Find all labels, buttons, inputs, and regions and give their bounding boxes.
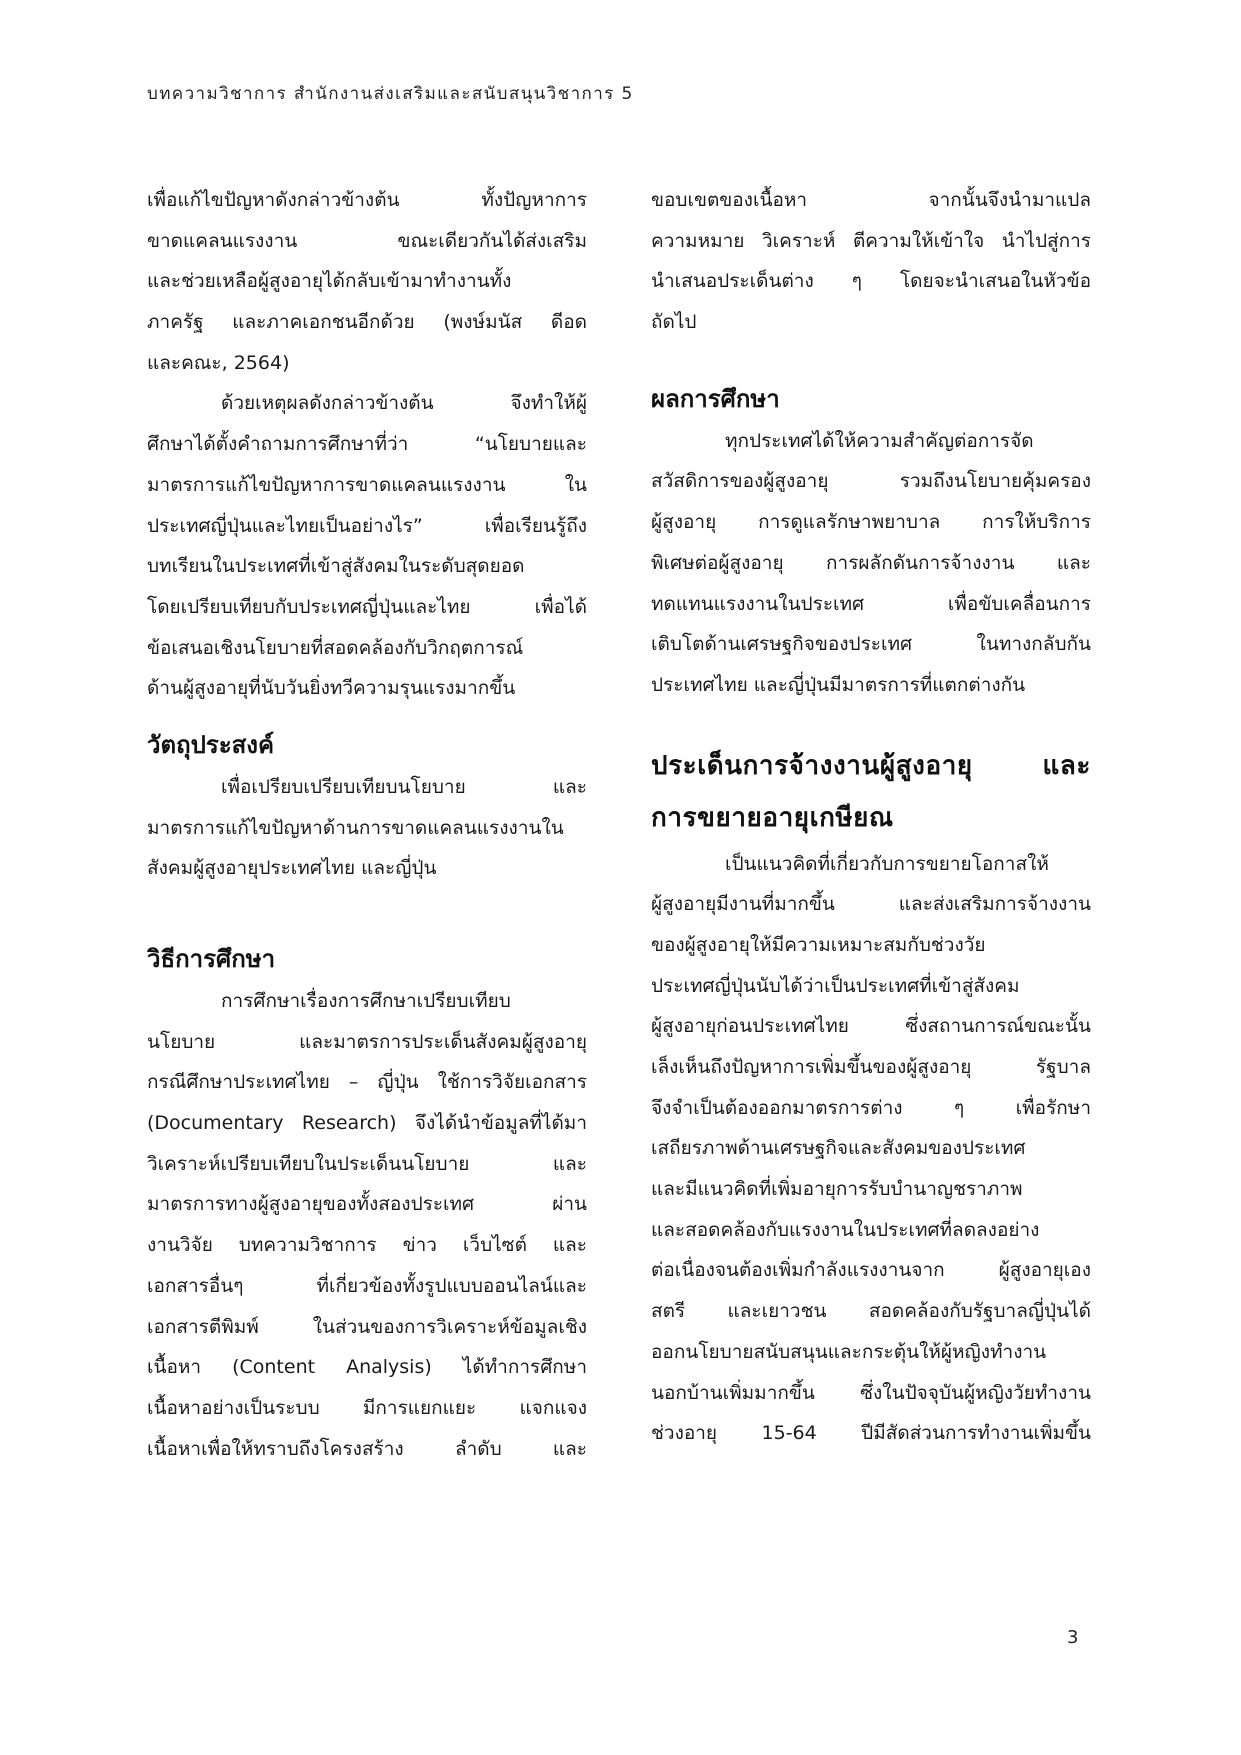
- text-line: ด้วยเหตุผลดังกล่าวข้างต้น จึงทำให้ผู้: [221, 392, 587, 415]
- methods-continued-paragraph: [651, 180, 1091, 343]
- text-line: ขอบเขตของเนื้อหา จากนั้นจึงนำมาแปล: [651, 189, 1091, 211]
- text-line: งานวิจัย บทความวิชาการ ข่าว เว็บไซต์ และ: [147, 1234, 587, 1257]
- text-line: ศึกษาได้ตั้งคำถามการศึกษาที่ว่า “นโยบายและ: [147, 433, 587, 456]
- section-heading-objectives: วัตถุประสงค์: [147, 730, 275, 759]
- text-line: วิเคราะห์เปรียบเทียบในประเด็นนโยบาย และ: [147, 1152, 587, 1175]
- section-heading-employment: [651, 740, 1091, 844]
- text-line: นโยบาย และมาตรการประเด็นสังคมผู้สูงอายุ: [147, 1030, 587, 1053]
- left-column: [147, 180, 587, 1469]
- text-line: ข้อเสนอเชิงนโยบายที่สอดคล้องกับวิกฤตการณ์: [147, 636, 524, 659]
- text-line: เพื่อเปรียบเปรียบเทียบนโยบาย และ: [221, 775, 587, 798]
- text-line: ของผู้สูงอายุให้มีความเหมาะสมกับช่วงวัย: [651, 933, 986, 956]
- text-line: ด้านผู้สูงอายุที่นับวันยิ่งทวีความรุนแรงมากขึ้น: [147, 677, 516, 700]
- text-line: และมีแนวคิดที่เพิ่มอายุการรับบำนาญชราภาพ: [651, 1178, 1023, 1201]
- heading-line: ประเด็นการจ้างงานผู้สูงอายุ และ: [651, 750, 1091, 781]
- text-line: เป็นแนวคิดที่เกี่ยวกับการขยายโอกาสให้: [725, 852, 1049, 875]
- text-line: ช่วงอายุ 15-64 ปีมีสัดส่วนการทำงานเพิ่มขึ้น: [651, 1422, 1091, 1445]
- text-line: จึงจำเป็นต้องออกมาตรการต่าง ๆ เพื่อรักษา: [651, 1096, 1091, 1119]
- text-line: บทเรียนในประเทศที่เข้าสู่สังคมในระดับสุดยอด: [147, 555, 525, 578]
- methods-paragraph: [147, 981, 587, 1469]
- text-line: เติบโตด้านเศรษฐกิจของประเทศ ในทางกลับกัน: [651, 633, 1091, 656]
- text-line: ทดแทนแรงงานในประเทศ เพื่อขับเคลื่อนการ: [651, 592, 1091, 615]
- reason-paragraph: [147, 383, 587, 709]
- text-line: เพื่อแก้ไขปัญหาดังกล่าวข้างต้น ทั้งปัญหาการ: [147, 189, 587, 211]
- text-line: ขาดแคลนแรงงาน ขณะเดียวกันได้ส่งเสริม: [147, 229, 587, 252]
- text-line: ทุกประเทศได้ให้ความสำคัญต่อการจัด: [725, 429, 1034, 452]
- text-line: การศึกษาเรื่องการศึกษาเปรียบเทียบ: [221, 990, 511, 1012]
- results-paragraph: [651, 421, 1091, 706]
- text-line: เอกสารตีพิมพ์ ในส่วนของการวิเคราะห์ข้อมูลเชิง: [147, 1315, 587, 1338]
- text-line: ผู้สูงอายุ การดูแลรักษาพยาบาล การให้บริการ: [651, 511, 1091, 534]
- heading-line: การขยายอายุเกษียณ: [651, 802, 894, 833]
- objectives-paragraph: [147, 767, 587, 889]
- text-line: เอกสารอื่นๆ ที่เกี่ยวข้องทั้งรูปแบบออนไลน์และ: [147, 1274, 587, 1297]
- page-number: 3: [1067, 1627, 1079, 1648]
- text-line: เนื้อหาเพื่อให้ทราบถึงโครงสร้าง ลำดับ และ: [147, 1437, 587, 1460]
- text-line: และช่วยเหลือผู้สูงอายุได้กลับเข้ามาทำงานทั้ง: [147, 270, 512, 293]
- text-line: ผู้สูงอายุก่อนประเทศไทย ซึ่งสถานการณ์ขณะนั้น: [651, 1015, 1091, 1038]
- text-line: และสอดคล้องกับแรงงานในประเทศที่ลดลงอย่าง: [651, 1218, 1040, 1241]
- text-line: (Documentary Research) จึงได้นำข้อมูลที่ได้มา: [147, 1112, 587, 1135]
- text-line: โดยเปรียบเทียบกับประเทศญี่ปุ่นและไทย เพื่อได้: [147, 595, 587, 618]
- employment-paragraph: [651, 844, 1091, 1454]
- text-line: นอกบ้านเพิ่มมากขึ้น ซึ่งในปัจจุบันผู้หญิงวัยทำงาน: [651, 1381, 1091, 1404]
- text-line: ต่อเนื่องจนต้องเพิ่มกำลังแรงงานจาก ผู้สูงอายุเอง: [651, 1259, 1091, 1282]
- text-line: สตรี และเยาวชน สอดคล้องกับรัฐบาลญี่ปุ่นได้: [651, 1300, 1091, 1323]
- text-line: ภาครัฐ และภาคเอกชนอีกด้วย (พงษ์มนัส ดีอด: [147, 311, 587, 334]
- text-line: ความหมาย วิเคราะห์ ตีความให้เข้าใจ นำไปสู่การ: [651, 229, 1091, 252]
- text-line: เนื้อหา (Content Analysis) ได้ทำการศึกษา: [147, 1356, 587, 1379]
- text-line: ออกนโยบายสนับสนุนและกระตุ้นให้ผู้หญิงทำงาน: [651, 1340, 1047, 1363]
- text-line: ประเทศญี่ปุ่นนับได้ว่าเป็นประเทศที่เข้าสู่สังคม: [651, 974, 1020, 997]
- text-line: ประเทศไทย และญี่ปุ่นมีมาตรการที่แตกต่างกัน: [651, 673, 1026, 696]
- right-column: [651, 180, 1091, 1454]
- text-line: พิเศษต่อผู้สูงอายุ การผลักดันการจ้างงาน และ: [651, 551, 1091, 574]
- text-line: ถัดไป: [651, 311, 697, 334]
- text-line: มาตรการแก้ไขปัญหาด้านการขาดแคลนแรงงานใน: [147, 816, 564, 839]
- running-header: บทความวิชาการ สำนักงานส่งเสริมและสนับสนุนวิชาการ 5: [147, 84, 634, 104]
- text-line: มาตรการทางผู้สูงอายุของทั้งสองประเทศ ผ่าน: [147, 1193, 587, 1216]
- text-line: เสถียรภาพด้านเศรษฐกิจและสังคมของประเทศ: [651, 1137, 1026, 1160]
- intro-paragraph: [147, 180, 587, 383]
- text-line: กรณีศึกษาประเทศไทย – ญี่ปุ่น ใช้การวิจัยเอกสาร: [147, 1071, 587, 1094]
- text-line: ผู้สูงอายุมีงานที่มากขึ้น และส่งเสริมการจ้างงาน: [651, 893, 1091, 916]
- text-line: นำเสนอประเด็นต่าง ๆ โดยจะนำเสนอในหัวข้อ: [651, 270, 1091, 293]
- text-line: ประเทศญี่ปุ่นและไทยเป็นอย่างไร” เพื่อเรียนรู้ถึง: [147, 514, 587, 537]
- text-line: เล็งเห็นถึงปัญหาการเพิ่มขึ้นของผู้สูงอายุ รัฐบาล: [651, 1056, 1091, 1078]
- text-line: และคณะ, 2564): [147, 351, 290, 374]
- section-heading-methods: วิธีการศึกษา: [147, 945, 276, 973]
- text-line: สังคมผู้สูงอายุประเทศไทย และญี่ปุ่น: [147, 857, 437, 880]
- text-line: สวัสดิการของผู้สูงอายุ รวมถึงนโยบายคุ้มครอง: [651, 470, 1091, 493]
- text-line: มาตรการแก้ไขปัญหาการขาดแคลนแรงงาน ใน: [147, 473, 587, 496]
- section-heading-results: ผลการศึกษา: [651, 384, 780, 413]
- text-line: เนื้อหาอย่างเป็นระบบ มีการแยกแยะ แจกแจง: [147, 1396, 587, 1419]
